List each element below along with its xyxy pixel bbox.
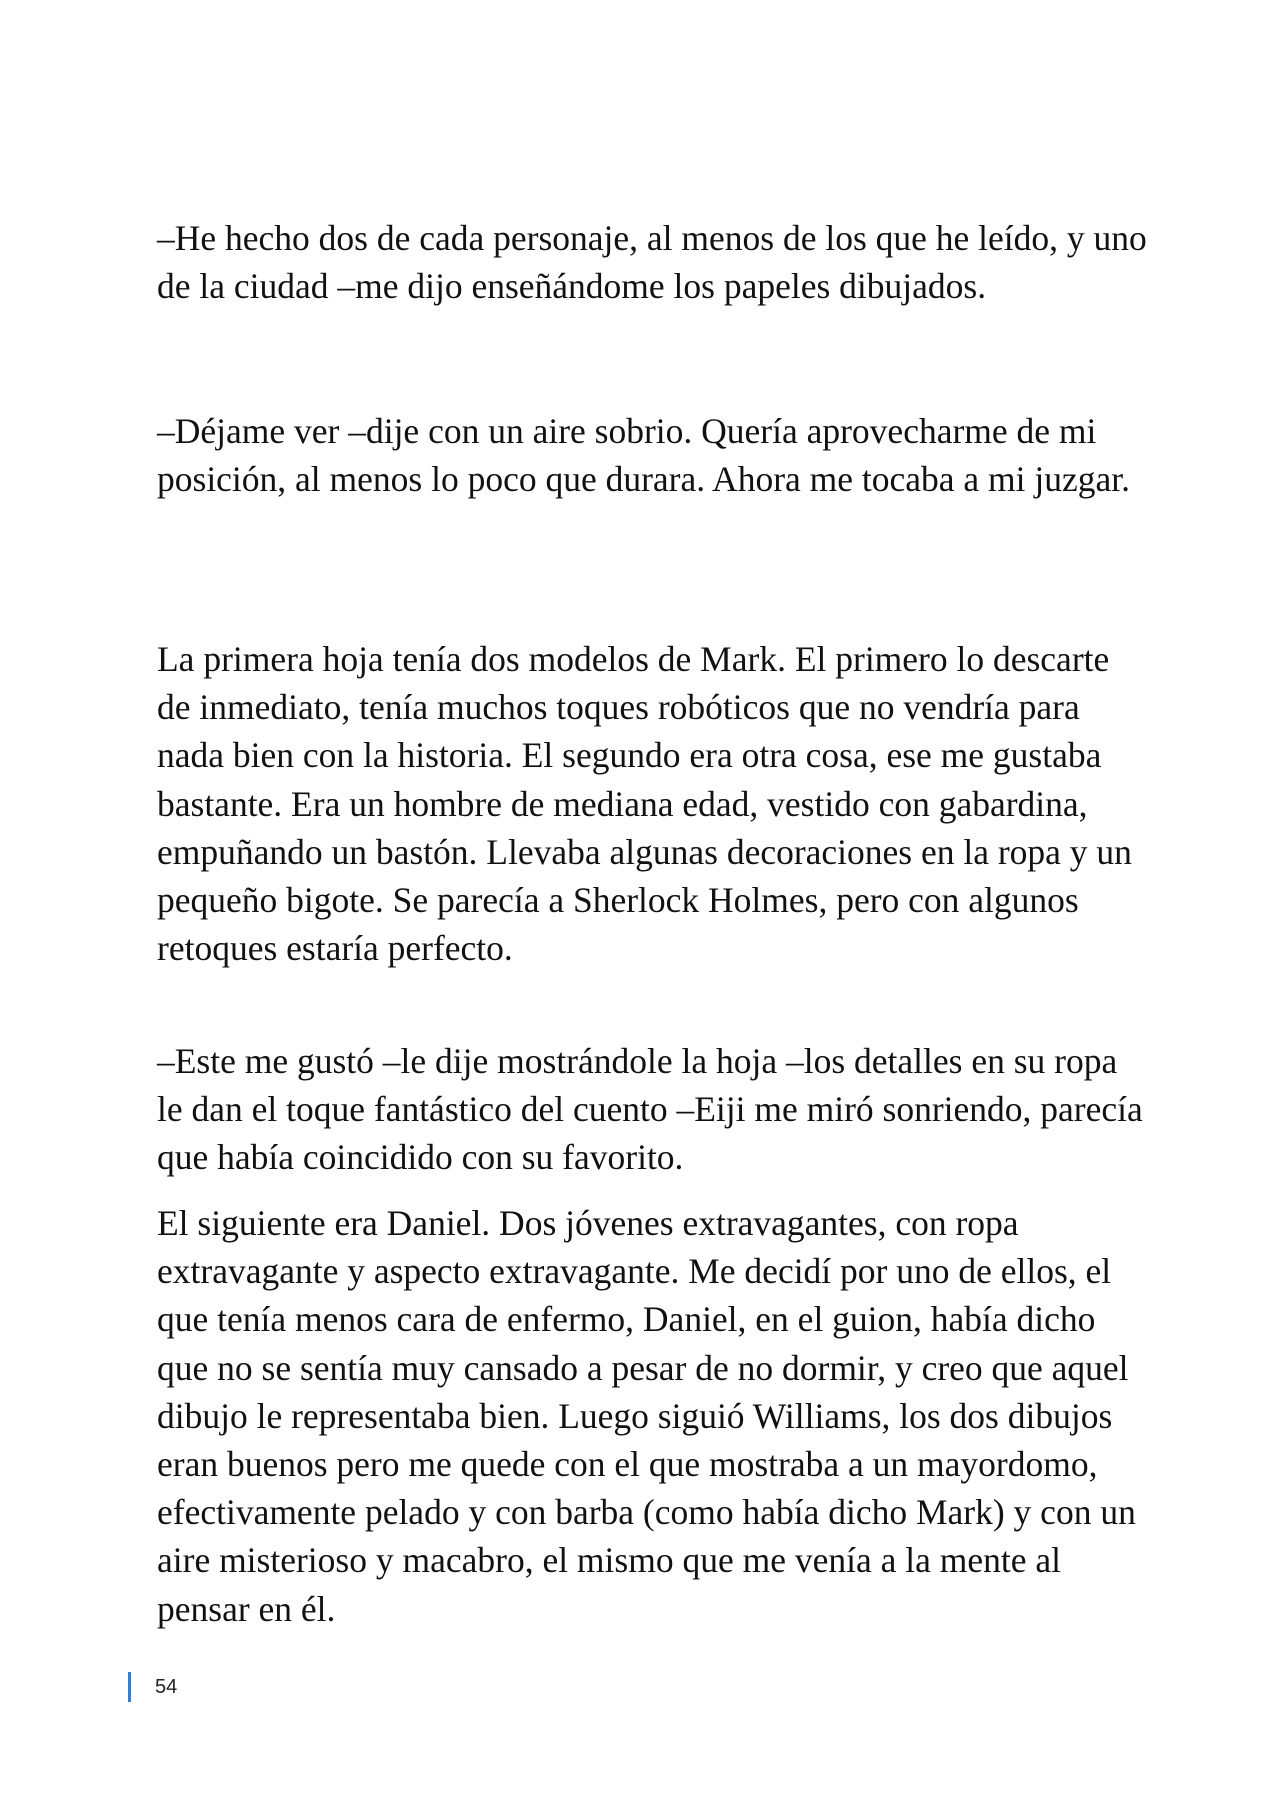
- paragraph: –Déjame ver –dije con un aire sobrio. Quería aprovecharme de mi posición, al menos lo poco que durara. Ahora me tocaba a mi juzgar.: [157, 411, 1130, 500]
- paragraph: –Este me gustó –le dije mostrándole la hoja –los detalles en su ropa le dan el toque fantástico del cuento –Eiji me miró sonriendo, parecía que había coincidido con su favorito.: [157, 1041, 1143, 1178]
- paragraph: –He hecho dos de cada personaje, al menos de los que he leído, y uno de la ciudad –me dijo enseñándome los papeles dibujados.: [157, 218, 1147, 307]
- paragraph: La primera hoja tenía dos modelos de Mark. El primero lo descarte de inmediato, tenía muchos toques robóticos que no vendría para nada bien con la historia. El segundo era otra cosa, ese me gustaba bastante. Era un hombre de mediana edad, vestido con gabardina, empuñando un bastón. Llevaba algunas decoraciones en la ropa y un pequeño bigote. Se parecía a Sherlock Holmes, pero con algunos retoques estaría perfecto.: [157, 639, 1132, 969]
- paragraph: El siguiente era Daniel. Dos jóvenes extravagantes, con ropa extravagante y aspecto extravagante. Me decidí por uno de ellos, el que tenía menos cara de enfermo, Daniel, en el guion, había dicho que no se sentía muy cansado a pesar de no dormir, y creo que aquel dibujo le representaba bien. Luego siguió Williams, los dos dibujos eran buenos pero me quede con el que mostraba a un mayordomo, efectivamente pelado y con barba (como había dicho Mark) y con un aire misterioso y macabro, el mismo que me venía a la mente al pensar en él.: [157, 1203, 1136, 1629]
- page-number: 54: [155, 1676, 178, 1698]
- page-number-accent-bar: [128, 1672, 131, 1702]
